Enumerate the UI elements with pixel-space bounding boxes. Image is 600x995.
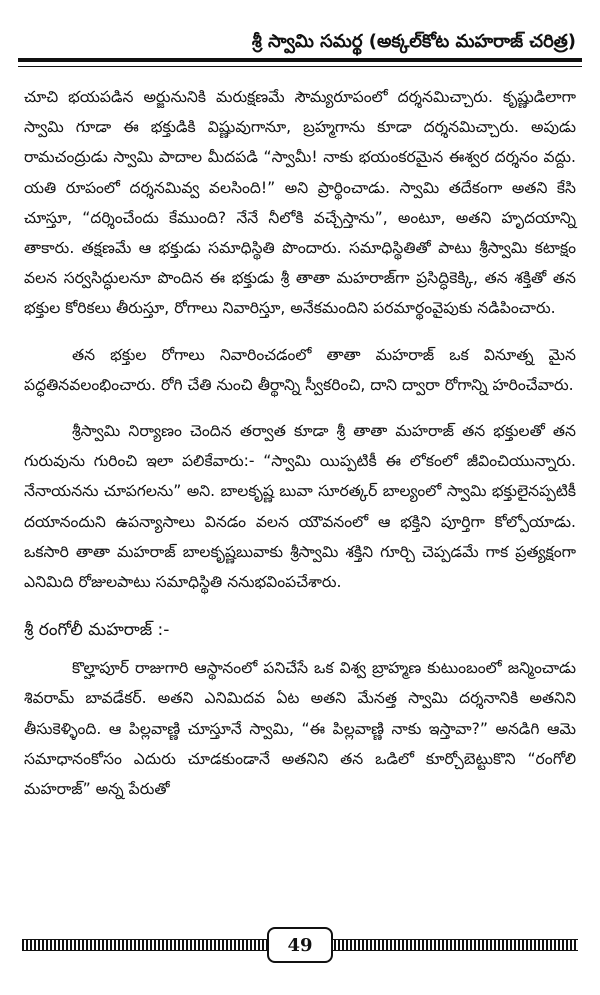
paragraph-3: శ్రీస్వామి నిర్యాణం చెందిన తర్వాత కూడా శ్రీ తాతా మహరాజ్ తన భక్తులతో తన గురువును గురించి ఇలా పలికేవారు:- “స్వామి యిప్పటికీ ఈ లోకంలో జీవించియున్నారు. నేనాయనను చూపగలను” అని. బాలకృష్ణ బువా సూరత్కర్ బాల్యంలో స్వామి భక్తులైనప్పటికీ దయానందుని ఉపన్యాసాలు వినడం వలన యౌవనంలో ఆ భక్తిని పూర్తిగా కోల్పోయాడు. ఒకసారి తాతా మహరాజ్ బాలకృష్ణబువాకు శ్రీస్వామి శక్తిని గూర్చి చెప్పడమే గాక ప్రత్యక్షంగా ఎనిమిది రోజులపాటు సమాధిస్థితి ననుభవింపచేశారు. [24, 422, 576, 592]
section-heading: శ్రీ రంగోలీ మహరాజ్ :- [24, 620, 170, 641]
header-title: శ్రీ స్వామి సమర్థ (అక్కల్‌కోట మహరాజ్ చరిత్ర) [244, 31, 576, 56]
header-rule [18, 58, 582, 62]
page-body [24, 82, 576, 804]
paragraph-4: కొల్హాపూర్ రాజుగారి ఆస్థానంలో పనిచేసే ఒక విశ్వ బ్రాహ్మణ కుటుంబంలో జన్మించాడు శివరామ్ బావడేకర్. అతని ఎనిమిదవ ఏట అతని మేనత్త స్వామి దర్శనానికి అతనిని తీసుకెళ్ళింది. ఆ పిల్లవాణ్ణి చూస్తూనే స్వామి, “ఈ పిల్లవాణ్ణి నాకు ఇస్తావా?” అనడిగి ఆమె సమాధానంకోసం ఎదురు చూడకుండానే అతనిని తన ఒడిలో కూర్చోబెట్టుకొని “రంగోలి మహరాజ్” అన్న పేరుతో [24, 659, 576, 799]
header-rule-thin [18, 66, 582, 67]
page-number: 49 [267, 927, 333, 963]
paragraph-2: తన భక్తుల రోగాలు నివారించడంలో తాతా మహరాజ్ ఒక వినూత్న మైన పద్ధతినవలంభించారు. రోగి చేతి నుంచి తీర్థాన్ని స్వీకరించి, దాని ద్వారా రోగాన్ని హరించేవారు. [24, 345, 576, 394]
page-footer [22, 925, 578, 965]
paragraph-1: చూచి భయపడిన అర్జునునికి మరుక్షణమే సౌమ్యరూపంలో దర్శనమిచ్చారు. కృష్ణుడిలాగా స్వామి గూడా ఈ భక్తుడికి విష్ణువుగానూ, బ్రహ్మగాను కూడా దర్శనమిచ్చారు. అపుడు రామచంద్రుడు స్వామి పాదాల మీదపడి “స్వామీ! నాకు భయంకరమైన ఈశ్వర దర్శనం వద్దు. యతి రూపంలో దర్శనమివ్వ వలసింది!” అని ప్రార్థించాడు. స్వామి తదేకంగా అతని కేసి చూస్తూ, “దర్శించేందు కేముంది? నేనే నీలోకి వచ్చేస్తాను”, అంటూ, అతని హృదయాన్ని తాకారు. తక్షణమే ఆ భక్తుడు సమాధిస్థితి పొందారు. సమాధిస్థితితో పాటు శ్రీస్వామి కటాక్షం వలన సర్వసిద్ధులనూ పొందిన ఈ భక్తుడు శ్రీ తాతా మహరాజ్‌గా ప్రసిద్ధికెక్కి, తన శక్తితో తన భక్తుల కోరికలు తీరుస్తూ, రోగాలు నివారిస్తూ, అనేకమందిని పరమార్థంవైపుకు నడిపించారు. [24, 88, 576, 318]
running-header [18, 28, 582, 64]
